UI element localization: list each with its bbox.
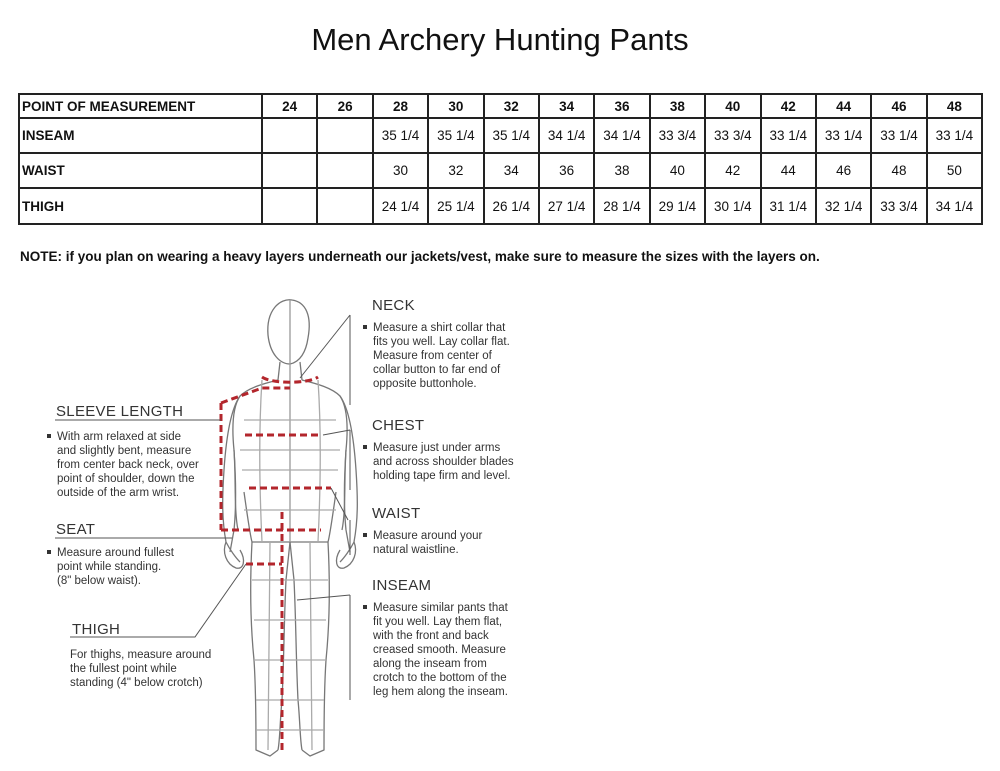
table-cell: 33 1/4 [816, 118, 871, 153]
size-header-cell: 46 [871, 94, 926, 118]
thigh-line: For thighs, measure around [70, 649, 212, 661]
chest-line: and across shoulder blades [373, 456, 514, 468]
neck-line: opposite buttonhole. [373, 378, 477, 390]
table-row [19, 118, 982, 153]
table-cell: 46 [816, 153, 871, 188]
table-cell [262, 188, 317, 224]
table-cell [262, 153, 317, 188]
chest-line: Measure just under arms [373, 442, 501, 454]
table-cell: 32 1/4 [816, 188, 871, 224]
sleeve-line: With arm relaxed at side [57, 431, 181, 443]
page-title: Men Archery Hunting Pants [311, 22, 689, 57]
table-cell: 24 1/4 [373, 188, 428, 224]
size-header-cell: 24 [262, 94, 317, 118]
size-header-cell: 38 [650, 94, 705, 118]
sleeve-line: and slightly bent, measure [57, 445, 192, 457]
size-header-cell: 32 [484, 94, 539, 118]
neck-label-group [363, 297, 510, 390]
size-header-cell: 44 [816, 94, 871, 118]
table-cell: 27 1/4 [539, 188, 594, 224]
table-cell: 28 1/4 [594, 188, 649, 224]
size-header-cell: 26 [317, 94, 372, 118]
table-cell [262, 118, 317, 153]
table-cell: 34 1/4 [594, 118, 649, 153]
table-cell: 33 3/4 [705, 118, 760, 153]
inseam-heading: INSEAM [372, 577, 432, 594]
measurement-lines [221, 377, 331, 750]
seat-line: Measure around fullest [57, 547, 174, 559]
table-cell: 35 1/4 [373, 118, 428, 153]
neck-line: fits you well. Lay collar flat. [373, 336, 510, 348]
connector-lines [55, 315, 350, 700]
thigh-heading: THIGH [72, 621, 121, 638]
table-cell: 30 1/4 [705, 188, 760, 224]
table-cell: 40 [650, 153, 705, 188]
table-row [19, 153, 982, 188]
thigh-line: standing (4" below crotch) [70, 677, 203, 689]
table-cell [317, 188, 372, 224]
inseam-line: with the front and back [373, 630, 489, 642]
table-cell: 35 1/4 [484, 118, 539, 153]
table-cell: 33 3/4 [871, 188, 926, 224]
note-text: NOTE: if you plan on wearing a heavy layers underneath our jackets/vest, make sure to measure the sizes with the layers on. [20, 249, 820, 264]
chest-line: holding tape firm and level. [373, 470, 511, 482]
thigh-label-group [70, 621, 211, 689]
table-cell: 35 1/4 [428, 118, 483, 153]
size-chart-table [18, 93, 983, 225]
table-row [19, 188, 982, 224]
inseam-line: Measure similar pants that [373, 602, 508, 614]
table-cell: 42 [705, 153, 760, 188]
size-header-cell: 34 [539, 94, 594, 118]
table-cell: 34 1/4 [927, 188, 982, 224]
size-header-cell: 42 [761, 94, 816, 118]
inseam-line: crotch to the bottom of the [373, 672, 507, 684]
table-cell: 25 1/4 [428, 188, 483, 224]
table-cell: 38 [594, 153, 649, 188]
sleeve-label-group [47, 403, 199, 499]
inseam-line: creased smooth. Measure [373, 644, 506, 656]
measurement-diagram [0, 280, 1000, 771]
table-header-row [19, 94, 982, 118]
table-cell [317, 153, 372, 188]
seat-label-group [47, 521, 175, 587]
size-header-cell: 28 [373, 94, 428, 118]
row-label: INSEAM [19, 118, 262, 153]
table-cell: 30 [373, 153, 428, 188]
table-cell: 48 [871, 153, 926, 188]
table-cell: 36 [539, 153, 594, 188]
table-cell: 31 1/4 [761, 188, 816, 224]
inseam-line: fit you well. Lay them flat, [373, 616, 503, 628]
size-header-cell: 36 [594, 94, 649, 118]
header-label: POINT OF MEASUREMENT [19, 94, 262, 118]
table-cell: 33 1/4 [871, 118, 926, 153]
row-label: THIGH [19, 188, 262, 224]
table-cell: 34 [484, 153, 539, 188]
seat-line: (8" below waist). [57, 575, 141, 587]
waist-label-group [363, 505, 482, 556]
body-figure [223, 300, 358, 756]
size-header-cell: 30 [428, 94, 483, 118]
table-cell: 34 1/4 [539, 118, 594, 153]
size-header-cell: 40 [705, 94, 760, 118]
row-label: WAIST [19, 153, 262, 188]
table-cell: 26 1/4 [484, 188, 539, 224]
waist-line: Measure around your [373, 530, 483, 542]
table-cell [317, 118, 372, 153]
neck-line: collar button to far end of [373, 364, 501, 376]
inseam-label-group [363, 577, 509, 698]
neck-heading: NECK [372, 297, 415, 314]
chest-heading: CHEST [372, 417, 425, 434]
inseam-line: along the inseam from [373, 658, 487, 670]
thigh-line: the fullest point while [70, 663, 177, 675]
table-cell: 32 [428, 153, 483, 188]
sleeve-line: outside of the arm wrist. [57, 487, 180, 499]
table-cell: 33 1/4 [761, 118, 816, 153]
seat-heading: SEAT [56, 521, 96, 538]
neck-line: Measure a shirt collar that [373, 322, 506, 334]
chest-label-group [363, 417, 514, 482]
table-cell: 44 [761, 153, 816, 188]
sleeve-line: point of shoulder, down the [57, 473, 195, 485]
seat-line: point while standing. [57, 561, 162, 573]
sleeve-line: from center back neck, over [57, 459, 199, 471]
inseam-line: leg hem along the inseam. [373, 686, 508, 698]
neck-line: Measure from center of [373, 350, 492, 362]
size-header-cell: 48 [927, 94, 982, 118]
table-cell: 29 1/4 [650, 188, 705, 224]
waist-line: natural waistline. [373, 544, 459, 556]
table-cell: 50 [927, 153, 982, 188]
table-cell: 33 3/4 [650, 118, 705, 153]
waist-heading: WAIST [372, 505, 421, 522]
table-cell: 33 1/4 [927, 118, 982, 153]
sleeve-heading: SLEEVE LENGTH [56, 403, 184, 420]
